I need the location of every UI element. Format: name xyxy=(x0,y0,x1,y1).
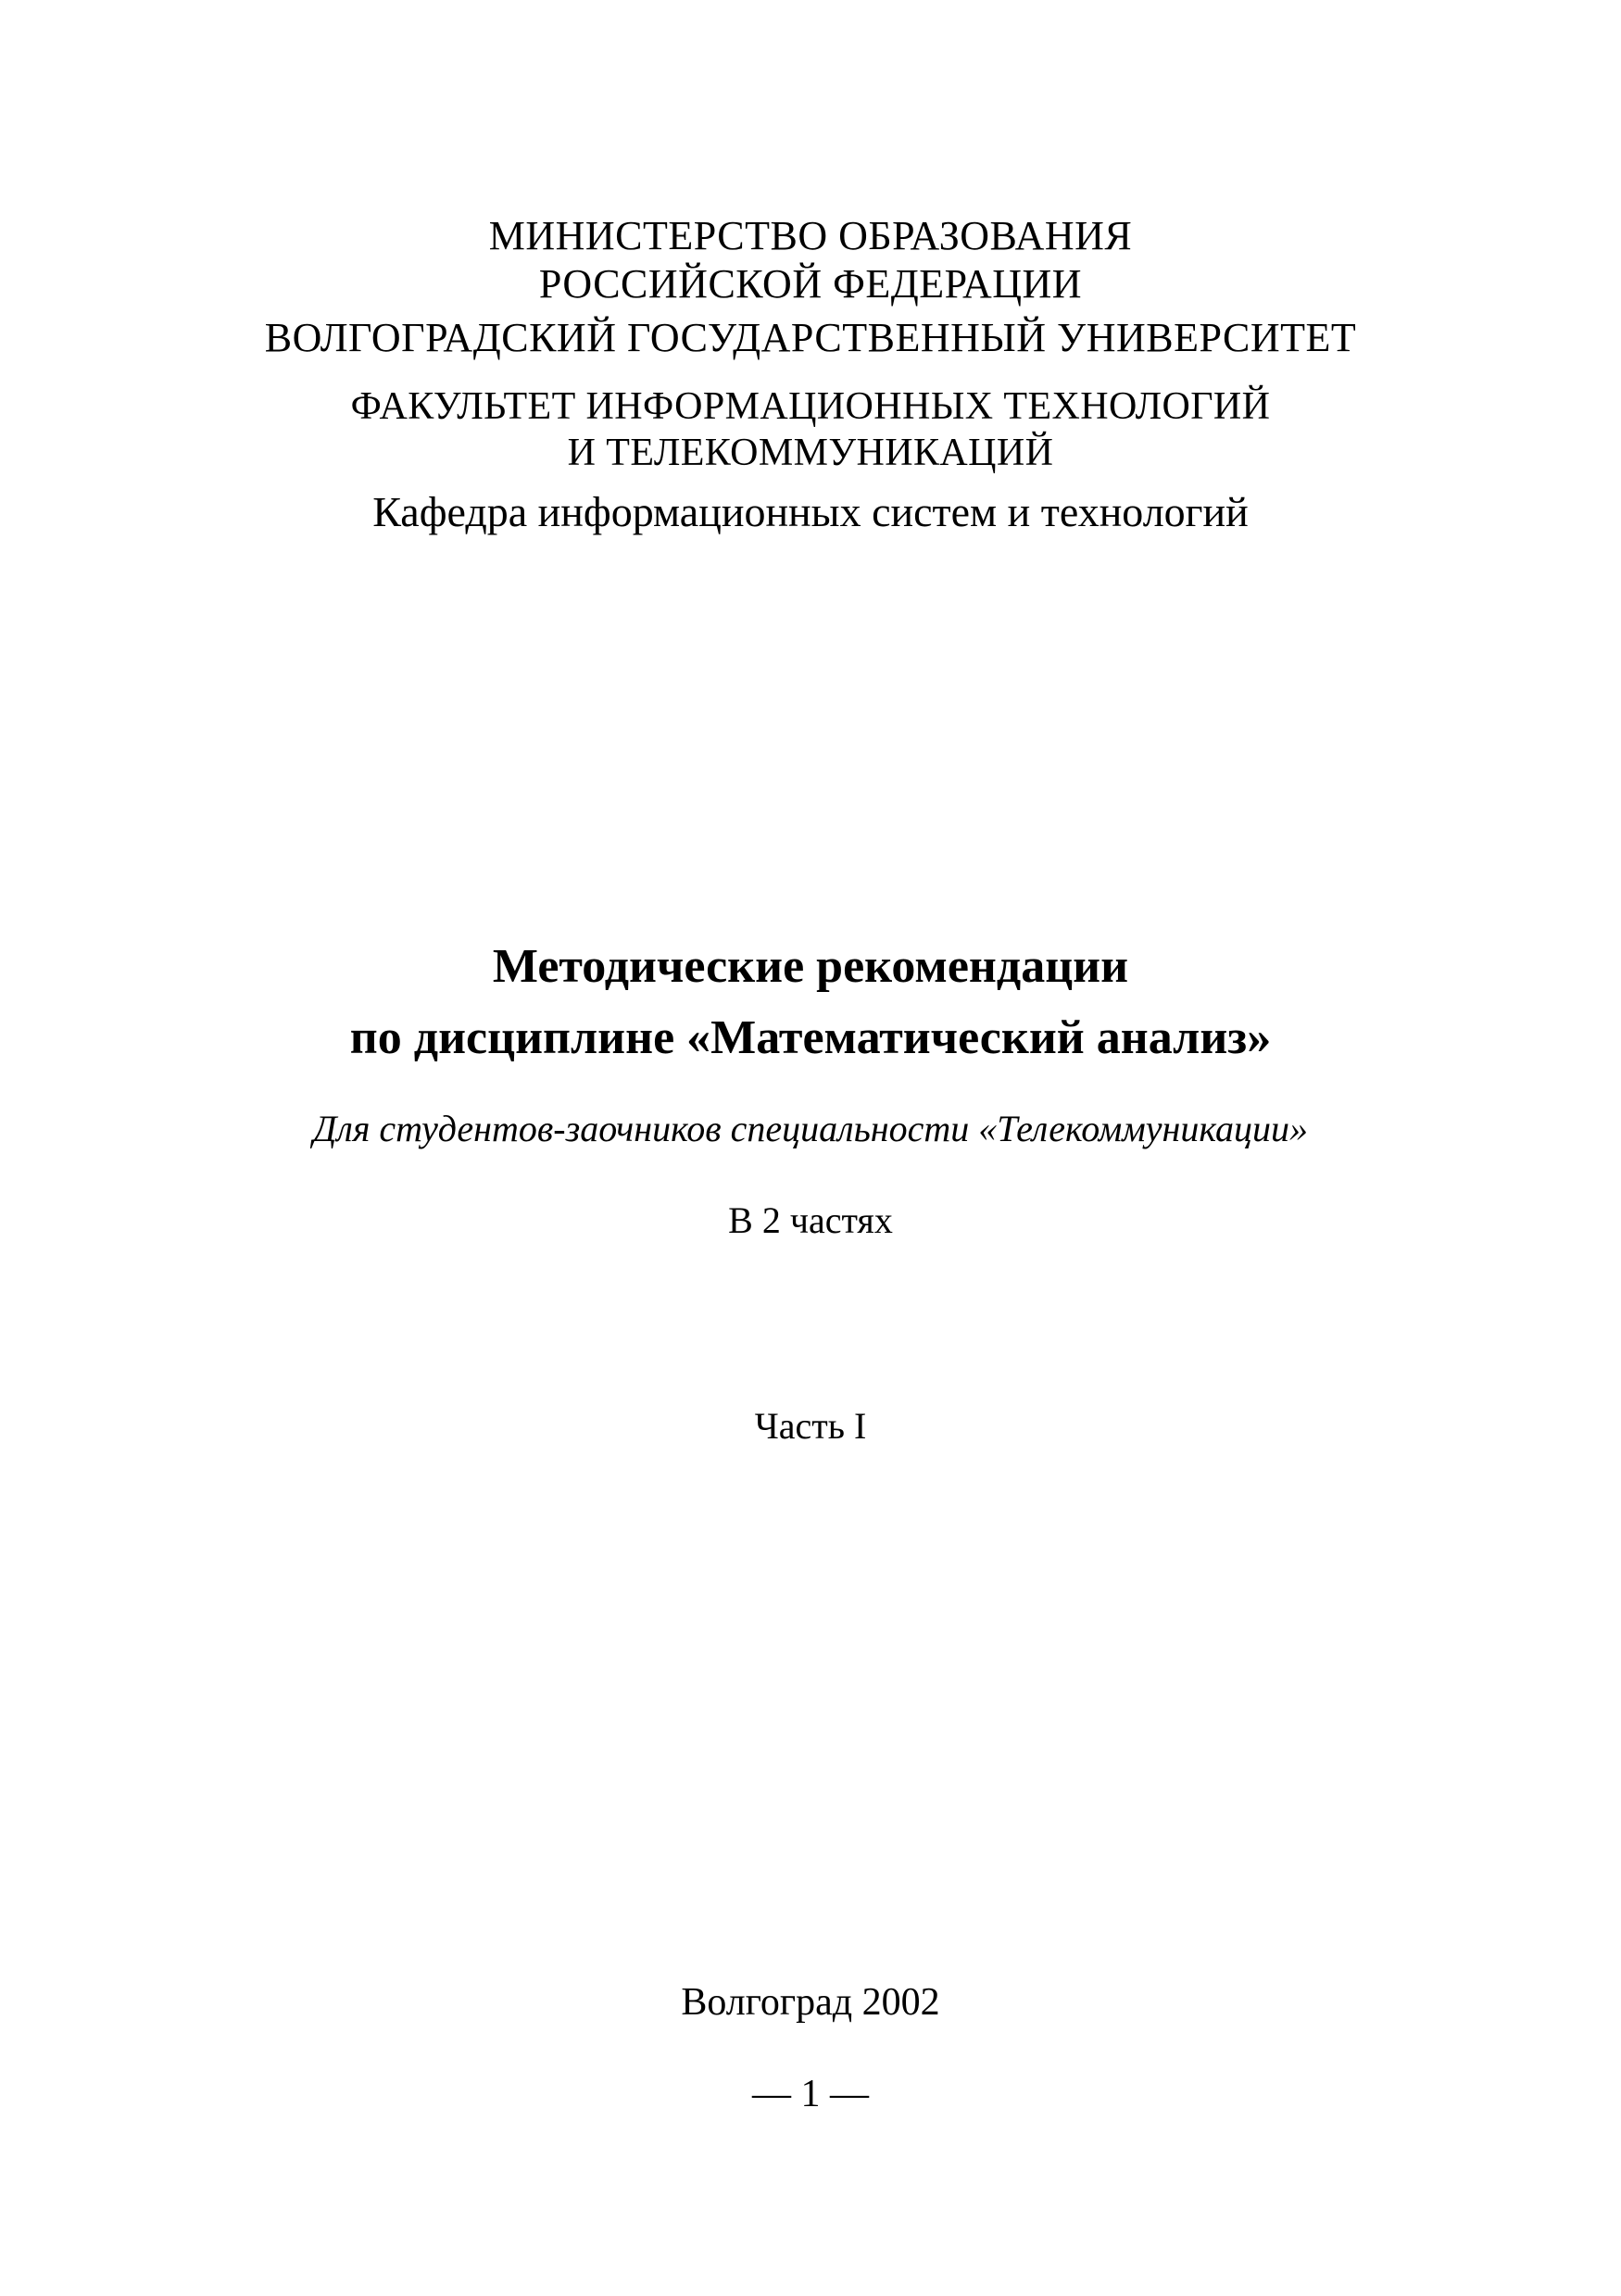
city-year: Волгоград 2002 xyxy=(681,1981,940,2024)
title-line-2: по дисциплине «Математический анализ» xyxy=(349,1011,1272,1064)
parts-count: В 2 частях xyxy=(728,1199,893,1241)
subtitle: Для студентов-заочников специальности «Телекоммуникации» xyxy=(312,1108,1309,1149)
ministry-line-1: МИНИСТЕРСТВО ОБРАЗОВАНИЯ xyxy=(488,213,1133,258)
department-name: Кафедра информационных систем и технологий xyxy=(372,488,1249,535)
title-line-1: Методические рекомендации xyxy=(492,940,1129,993)
faculty-line-1: ФАКУЛЬТЕТ ИНФОРМАЦИОННЫХ ТЕХНОЛОГИЙ xyxy=(350,385,1271,428)
page-number: — 1 — xyxy=(752,2073,869,2115)
ministry-line-2: РОССИЙСКОЙ ФЕДЕРАЦИИ xyxy=(538,261,1083,307)
part-number: Часть I xyxy=(754,1405,867,1447)
university-name: ВОЛГОГРАДСКИЙ ГОСУДАРСТВЕННЫЙ УНИВЕРСИТЕТ xyxy=(264,315,1357,360)
faculty-line-2: И ТЕЛЕКОММУНИКАЦИЙ xyxy=(567,432,1054,474)
